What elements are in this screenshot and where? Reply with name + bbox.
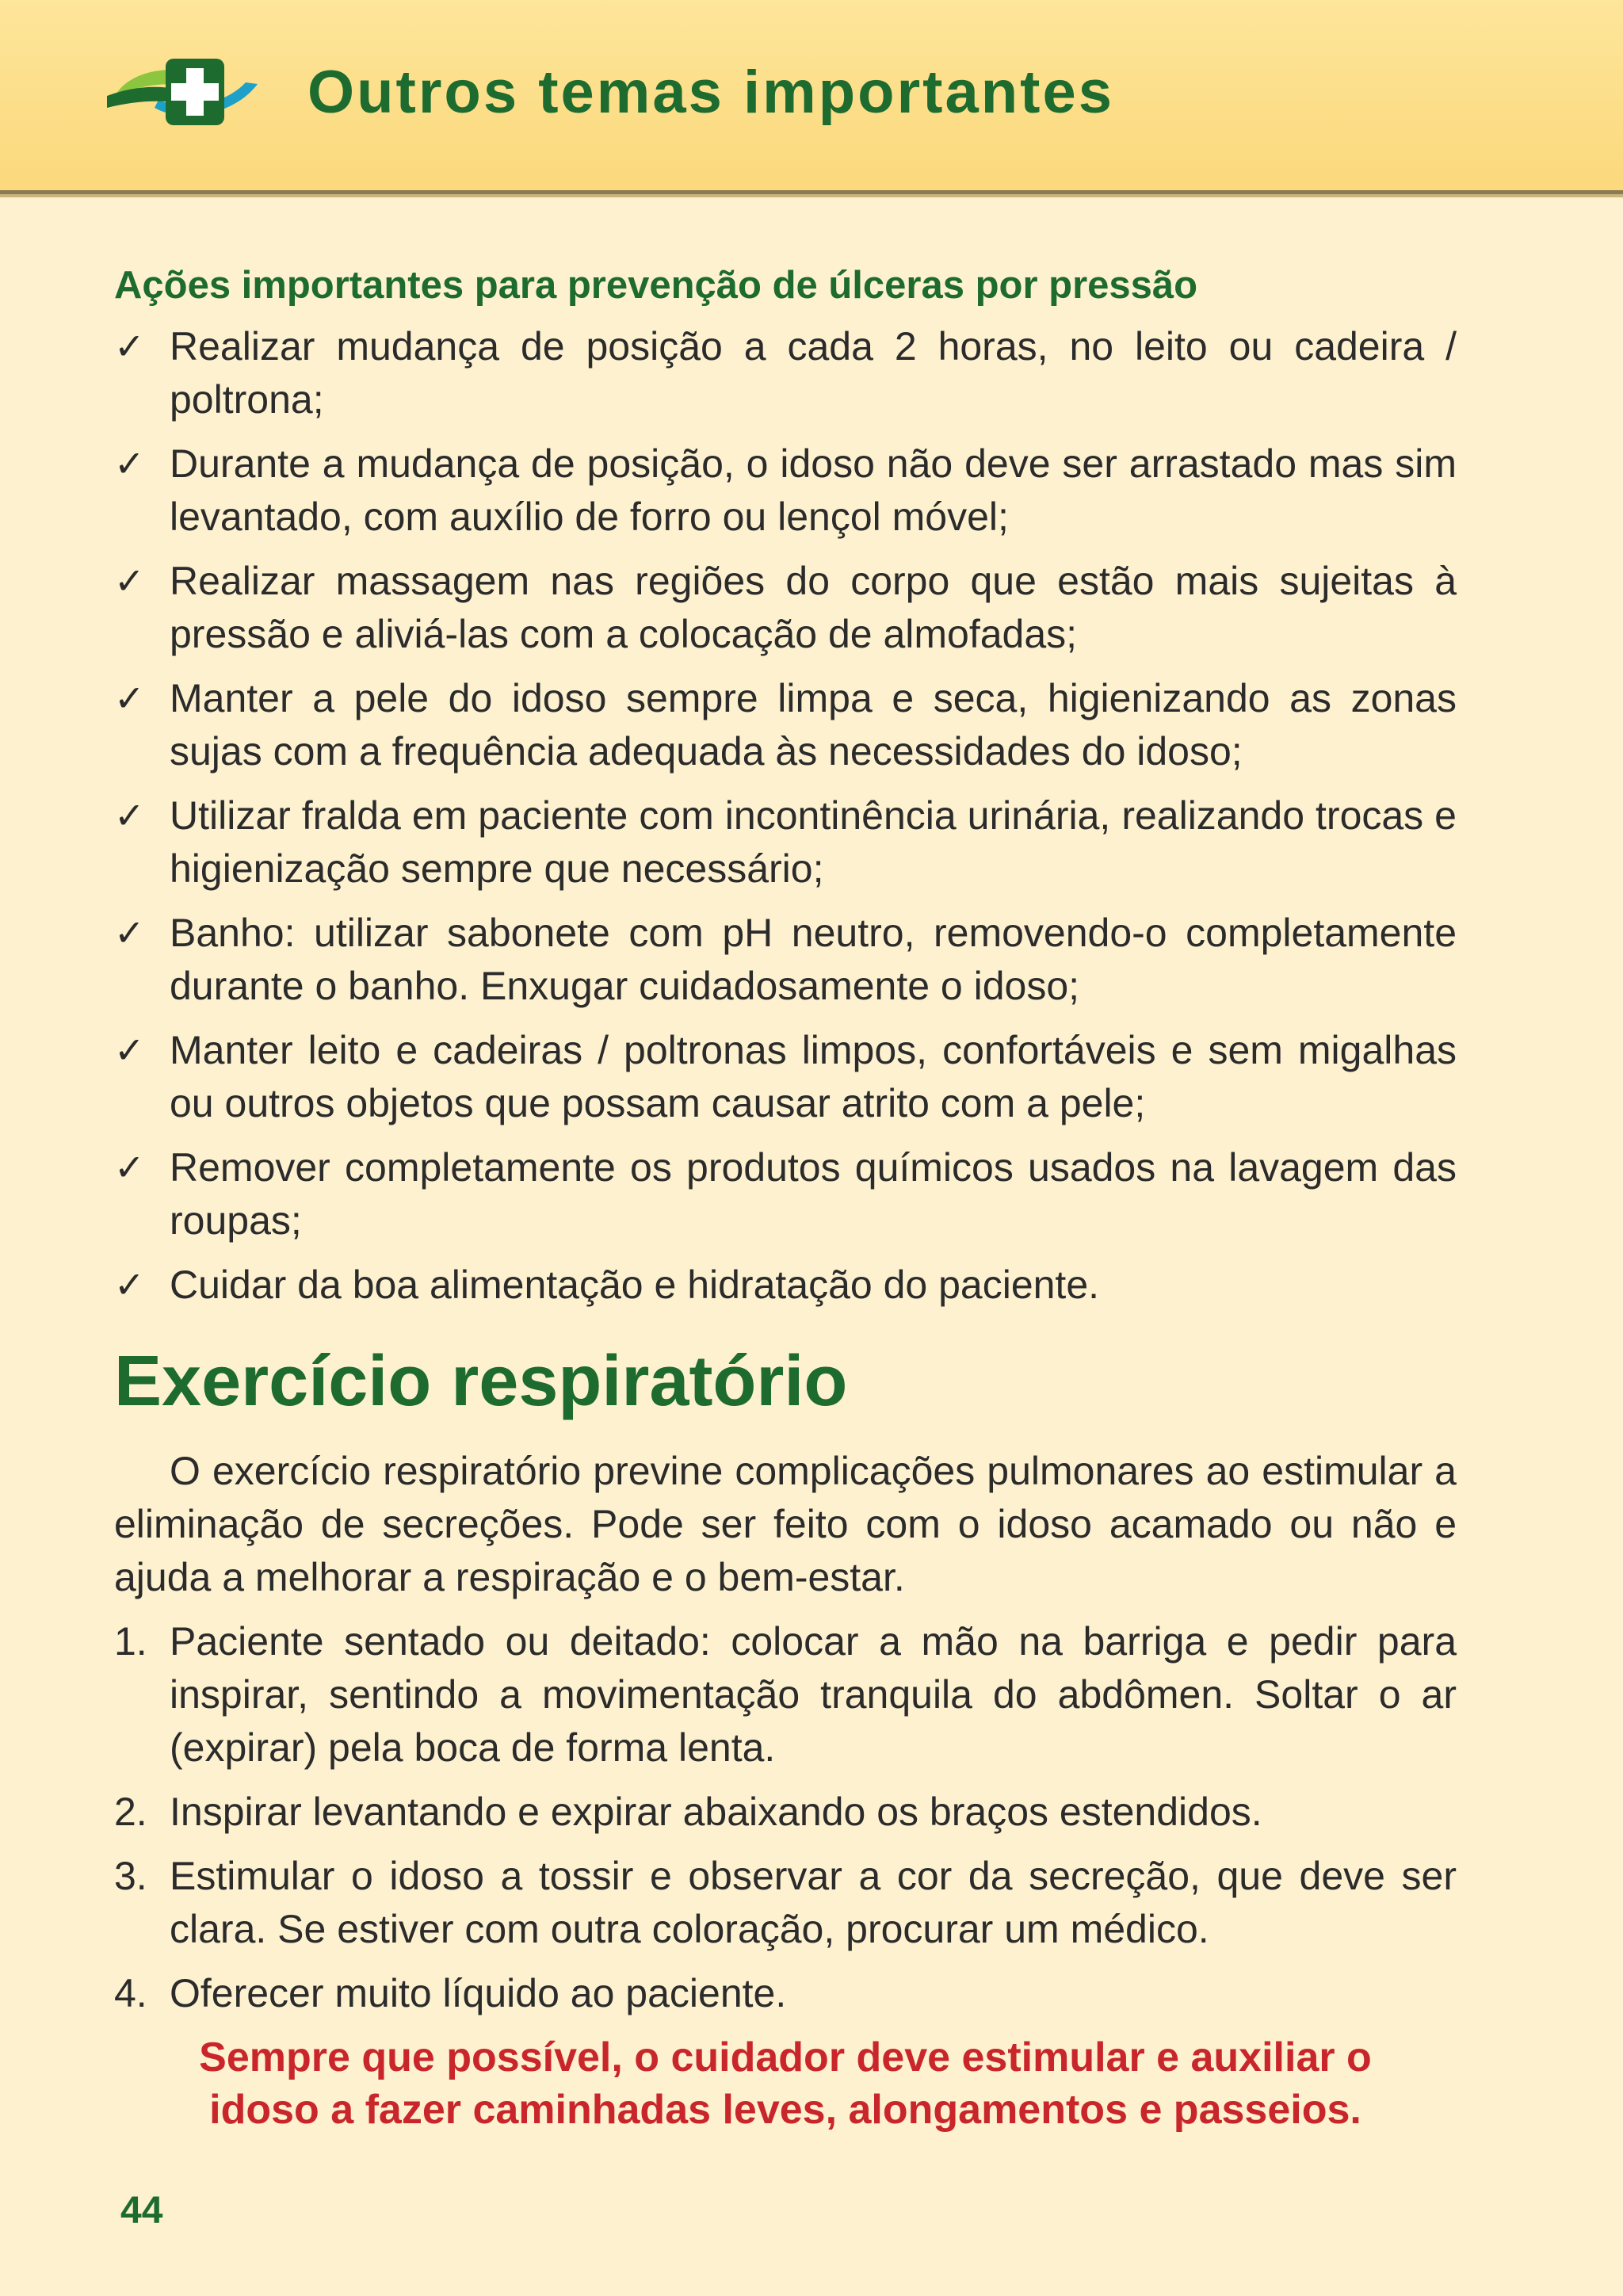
- page-content: [114, 262, 1457, 2136]
- checkmark-icon: ✓: [114, 325, 145, 368]
- step-number: 3.: [114, 1854, 147, 1898]
- step-number: 4.: [114, 1971, 147, 2015]
- section-heading: Ações importantes para prevenção de úlceras por pressão: [114, 264, 1198, 307]
- list-item: ✓ Manter leito e cadeiras / poltronas limpos, confortáveis e sem migalhas ou outros objetos que possam causar atrito com a pele;: [114, 1024, 1457, 1130]
- checkmark-icon: ✓: [114, 1263, 145, 1306]
- checkmark-icon: ✓: [114, 1146, 145, 1189]
- intro-paragraph: O exercício respiratório previne complicações pulmonares ao estimular a eliminação de secreções. Pode ser feito com o idoso acamado ou não e ajuda a melhorar a respiração e o bem-estar.: [114, 1449, 1457, 1599]
- prevention-list: [114, 320, 1457, 1312]
- list-item: ✓ Banho: utilizar sabonete com pH neutro, removendo-o completamente durante o banho. Enxugar cuidadosamente o idoso;: [114, 907, 1457, 1013]
- list-item: ✓ Durante a mudança de posição, o idoso não deve ser arrastado mas sim levantado, com auxílio de forro ou lençol móvel;: [114, 437, 1457, 544]
- list-item: 1. Paciente sentado ou deitado: colocar a mão na barriga e pedir para inspirar, sentindo a movimentação tranquila do abdômen. Soltar o ar (expirar) pela boca de forma lenta.: [114, 1615, 1457, 1775]
- highlight-note: Sempre que possível, o cuidador deve estimular e auxiliar o idoso a fazer caminhadas leves, alongamentos e passeios.: [199, 2034, 1372, 2133]
- list-item: ✓ Realizar mudança de posição a cada 2 horas, no leito ou cadeira / poltrona;: [114, 320, 1457, 426]
- checkmark-icon: ✓: [114, 794, 145, 837]
- checkmark-icon: ✓: [114, 677, 145, 720]
- list-item: ✓ Manter a pele do idoso sempre limpa e seca, higienizando as zonas sujas com a frequência adequada às necessidades do idoso;: [114, 672, 1457, 778]
- checkmark-icon: ✓: [114, 911, 145, 954]
- list-item: ✓ Realizar massagem nas regiões do corpo que estão mais sujeitas à pressão e aliviá-las com a colocação de almofadas;: [114, 555, 1457, 661]
- list-item: 3. Estimular o idoso a tossir e observar a cor da secreção, que deve ser clara. Se estiver com outra coloração, procurar um médico.: [114, 1850, 1457, 1956]
- green-cross-logo-icon: [107, 52, 262, 132]
- list-item: 2. Inspirar levantando e expirar abaixando os braços estendidos.: [114, 1786, 1457, 1839]
- checkmark-icon: ✓: [114, 1029, 145, 1072]
- list-item: ✓ Cuidar da boa alimentação e hidratação do paciente.: [114, 1259, 1457, 1312]
- step-number: 1.: [114, 1619, 147, 1664]
- step-number: 2.: [114, 1790, 147, 1834]
- list-item: ✓ Utilizar fralda em paciente com incontinência urinária, realizando trocas e higienização sempre que necessário;: [114, 789, 1457, 896]
- checkmark-icon: ✓: [114, 560, 145, 602]
- steps-list: [114, 1615, 1457, 2020]
- header-title: Outros temas importantes: [307, 59, 1114, 126]
- section-title: Exercício respiratório: [114, 1342, 848, 1421]
- list-item: ✓ Remover completamente os produtos químicos usados na lavagem das roupas;: [114, 1141, 1457, 1247]
- page-number: 44: [120, 2190, 163, 2232]
- checkmark-icon: ✓: [114, 442, 145, 485]
- page-header: [0, 0, 1623, 194]
- list-item: 4. Oferecer muito líquido ao paciente.: [114, 1967, 1457, 2020]
